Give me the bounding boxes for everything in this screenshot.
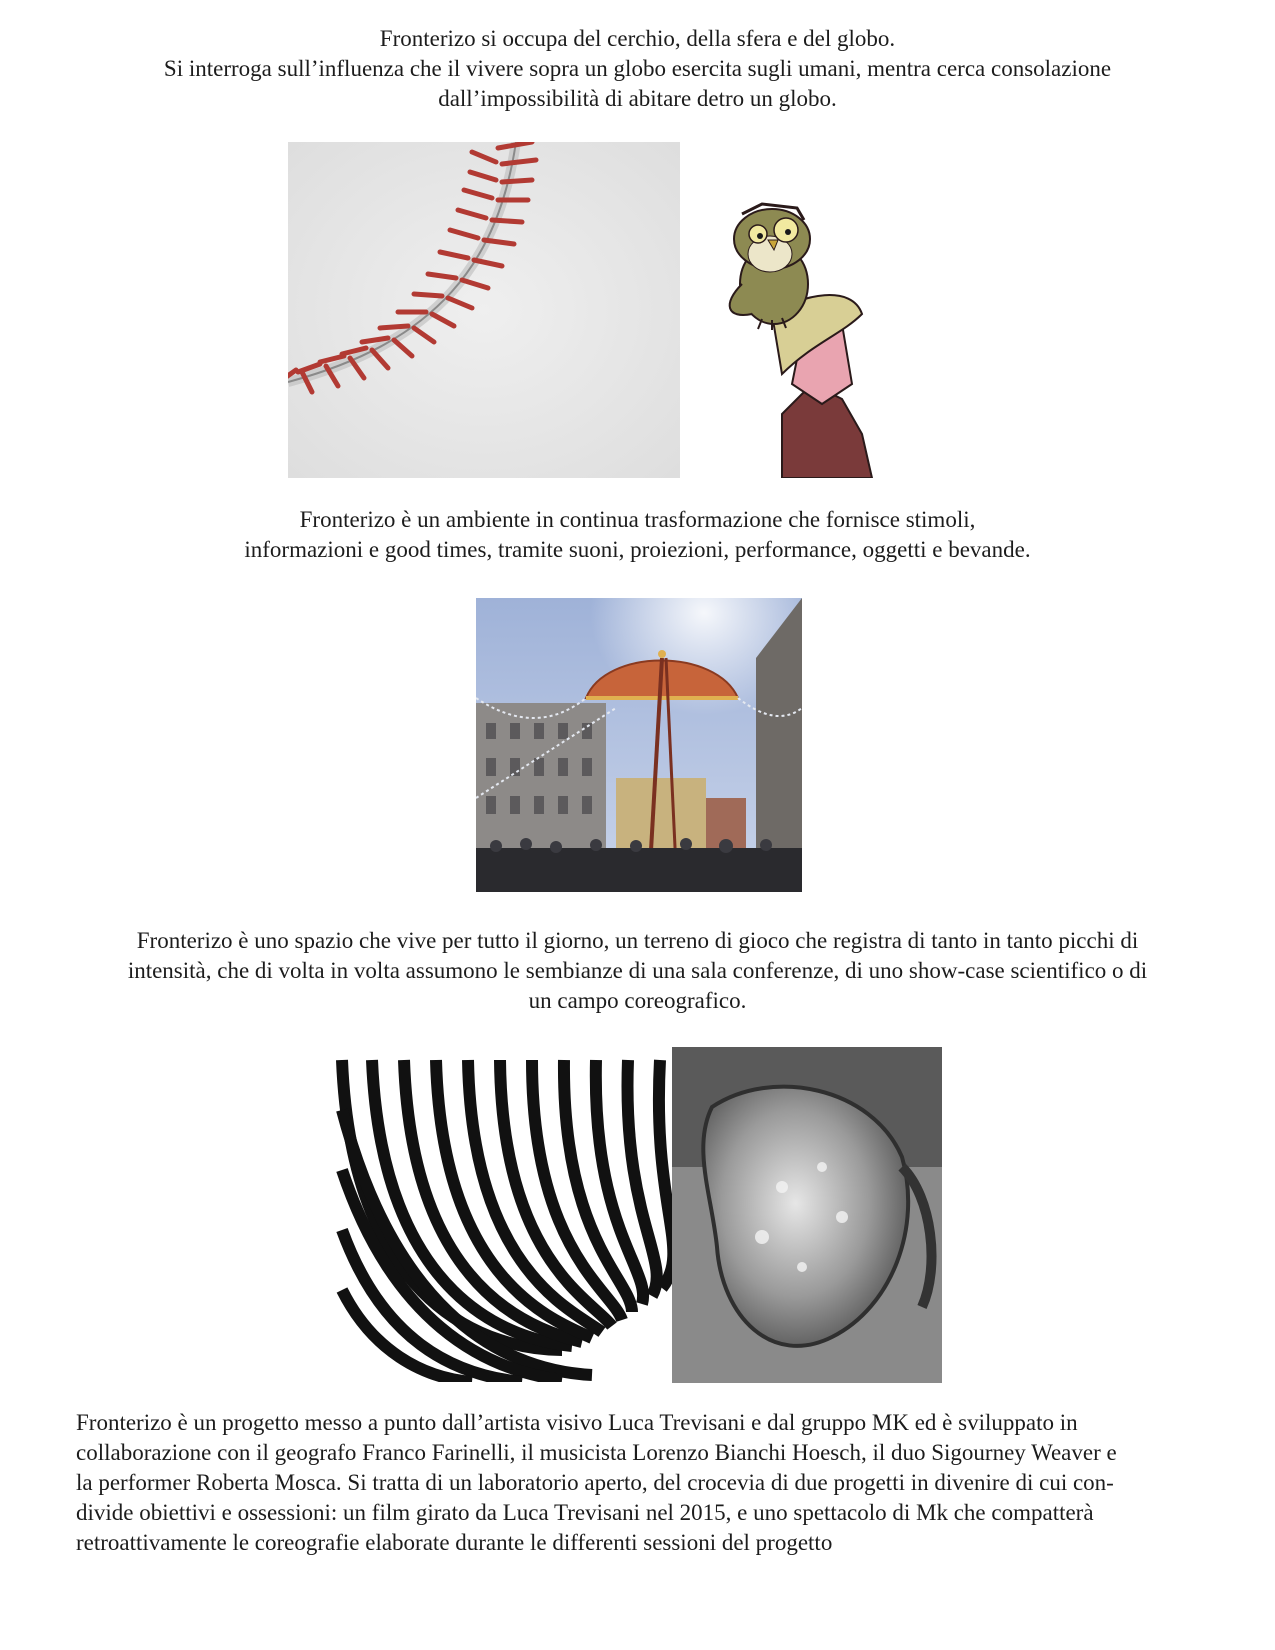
space-paragraph xyxy=(60,926,1215,1016)
intro-line: Fronterizo si occupa del cerchio, della sfera e del globo. xyxy=(379,26,896,51)
project-line: Fronterizo è un progetto messo a punto dall’artista visivo Luca Trevisani e dal gruppo MK ed è sviluppato in xyxy=(76,1410,1078,1435)
environment-line: informazioni e good times, tramite suoni, proiezioni, performance, oggetti e bevande. xyxy=(244,537,1031,562)
intro-line: Si interroga sull’influenza che il vivere sopra un globo esercita sugli umani, mentra cerca consolazione xyxy=(163,56,1112,81)
baseball-stitch-image xyxy=(288,142,680,478)
project-paragraph xyxy=(76,1408,1216,1558)
intro-line: dall’impossibilità di abitare detro un globo. xyxy=(438,86,837,111)
space-line: Fronterizo è uno spazio che vive per tutto il giorno, un terreno di gioco che registra di tanto in tanto picchi di xyxy=(136,928,1139,953)
intro-paragraph xyxy=(60,24,1215,114)
project-line: retroattivamente le coreografie elaborate durante le differenti sessioni del progetto xyxy=(76,1530,833,1555)
environment-paragraph xyxy=(60,505,1215,565)
project-line: la performer Roberta Mosca. Si tratta di un laboratorio aperto, del crocevia di due progetti in divenire di cui con- xyxy=(76,1470,1114,1495)
umbrella-street-photo xyxy=(476,598,802,892)
microscope-texture-image xyxy=(672,1047,942,1383)
environment-line: Fronterizo è un ambiente in continua trasformazione che fornisce stimoli, xyxy=(299,507,976,532)
project-line: divide obiettivi e ossessioni: un film girato da Luca Trevisani nel 2015, e uno spettacolo di Mk che compatterà xyxy=(76,1500,1094,1525)
space-line: intensità, che di volta in volta assumono le sembianze di una sala conferenze, di uno show-case scientifico o di xyxy=(127,958,1148,983)
cartoon-owl-image xyxy=(712,184,894,478)
project-line: collaborazione con il geografo Franco Farinelli, il musicista Lorenzo Bianchi Hoesch, il duo Sigourney Weaver e xyxy=(76,1440,1117,1465)
space-line: un campo coreografico. xyxy=(528,988,747,1013)
spiral-illusion-image xyxy=(332,1050,727,1382)
